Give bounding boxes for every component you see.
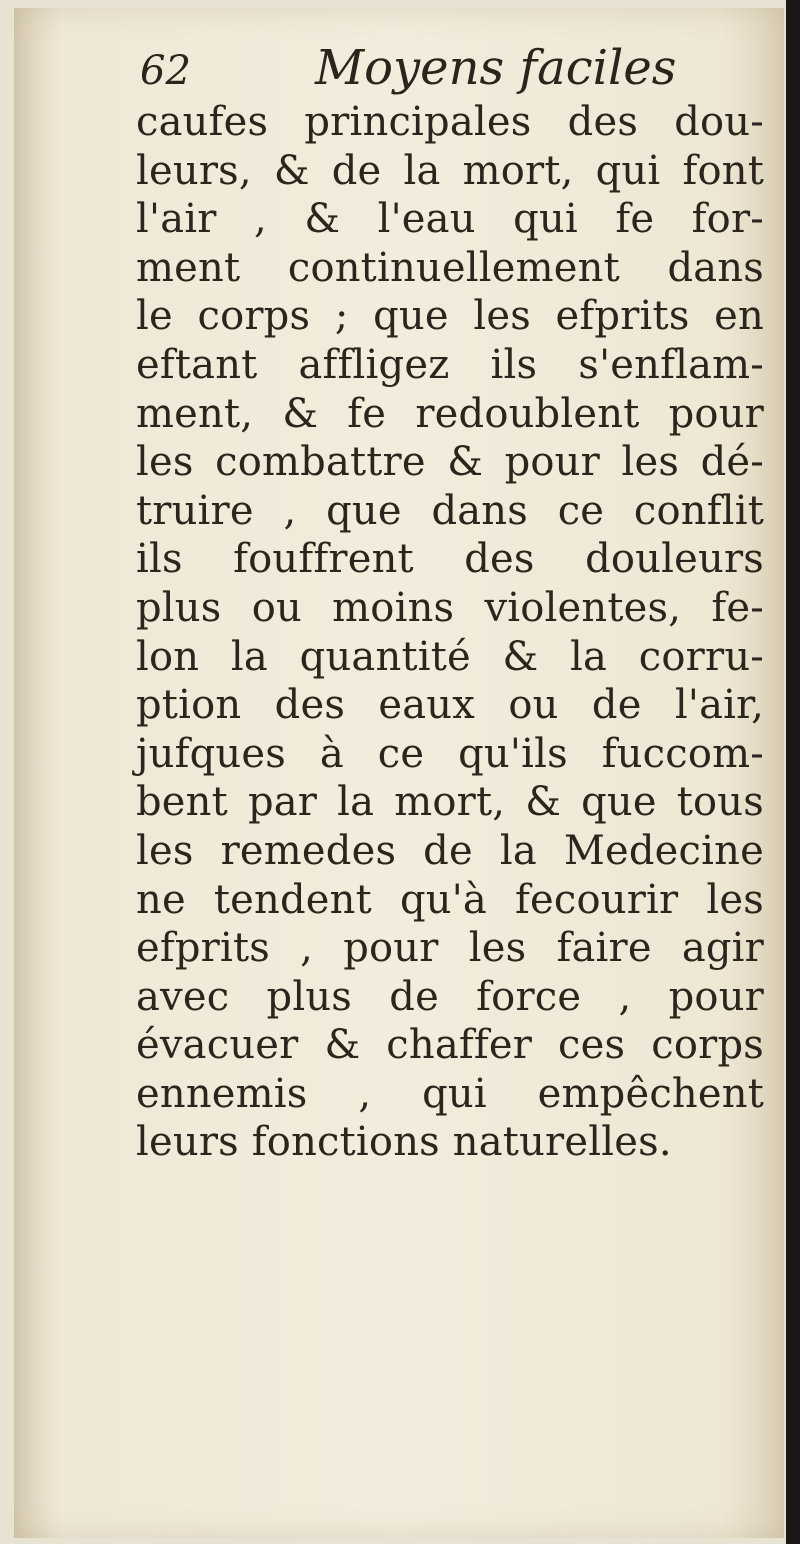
running-head: Moyens faciles [315,40,677,96]
body-text [136,98,764,1167]
text-line: caufes principales des dou- [136,99,764,145]
text-line: leurs fonctions naturelles. [136,1119,672,1166]
text-line: les remedes de la Medecine [136,827,764,874]
text-line: truire , que dans ce conflit [136,487,764,534]
text-line: l'air , & l'eau qui fe for- [136,196,764,243]
text-line: ne tendent qu'à fecourir les [136,876,764,923]
text-line: évacuer & chaffer ces corps [136,1022,764,1069]
page-edge-shadow [786,0,800,1544]
text-line: ils fouffrent des douleurs [136,536,764,583]
text-line: jufques à ce qu'ils fuccom- [136,730,764,777]
text-line: les combattre & pour les dé- [136,439,764,486]
text-line: le corps ; que les efprits en [136,293,764,340]
text-line: leurs, & de la mort, qui font [136,147,764,194]
text-line: avec plus de force , pour [136,973,764,1020]
text-line: efprits , pour les faire agir [136,925,764,972]
text-line: ment continuellement dans [136,244,764,291]
text-line: ment, & fe redoublent pour [136,390,764,437]
text-line: eftant affligez ils s'enflam- [136,341,764,388]
text-line: ption des eaux ou de l'air, [136,682,764,729]
text-line: plus ou moins violentes, fe- [136,584,764,631]
text-line: lon la quantité & la corru- [136,633,764,680]
page-number: 62 [140,48,191,94]
text-line: bent par la mort, & que tous [136,779,764,826]
page-header [140,40,740,100]
text-line: ennemis , qui empêchent [136,1070,764,1117]
